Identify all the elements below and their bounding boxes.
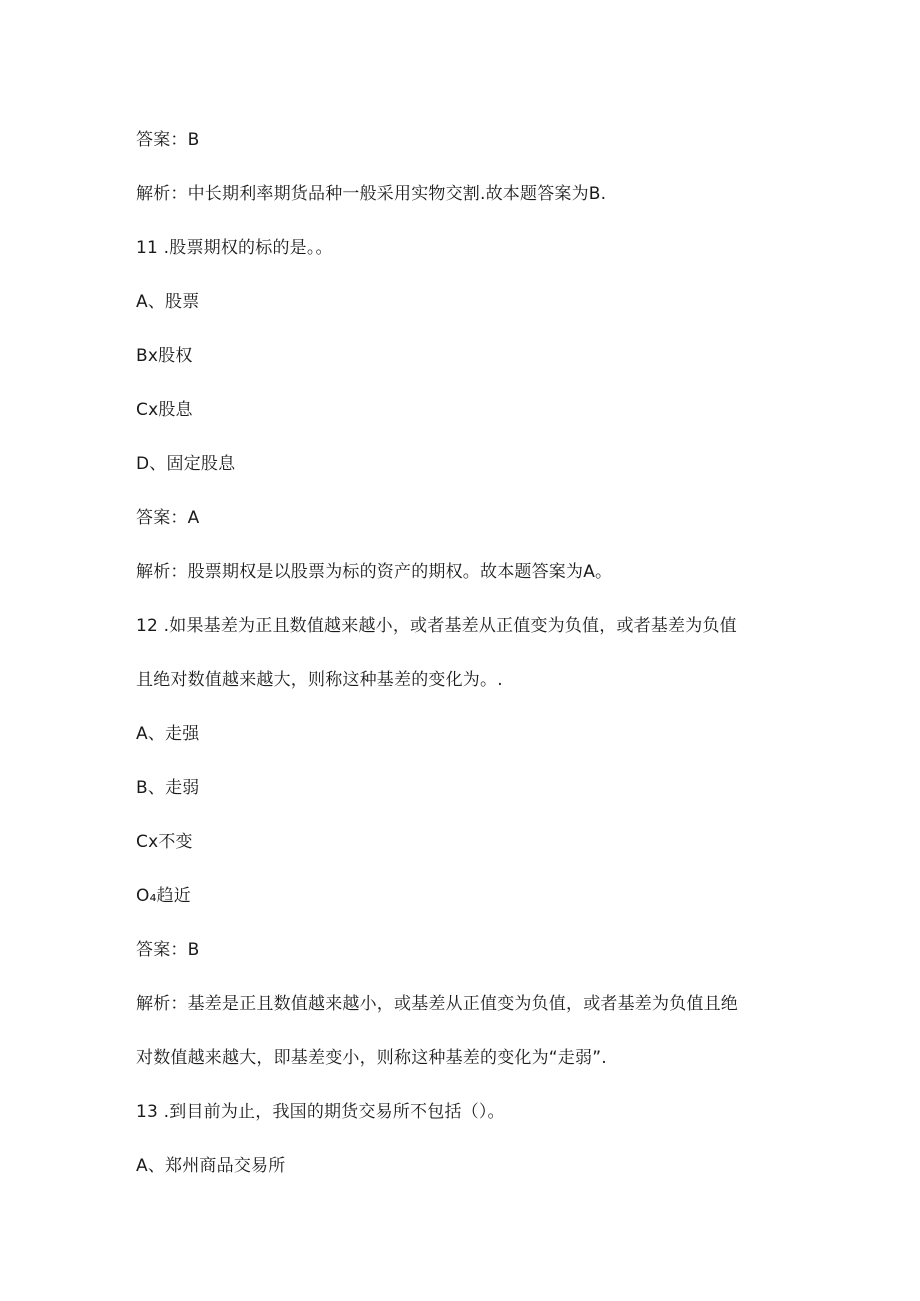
explanation-line: 解析：中长期利率期货品种一般采用实物交割.故本题答案为B. xyxy=(136,184,607,204)
question-11: 11 .股票期权的标的是。。 xyxy=(136,238,333,258)
option-a: A、股票 xyxy=(136,292,200,312)
option-a: A、走强 xyxy=(136,724,200,744)
question-13: 13 .到目前为止，我国的期货交易所不包括（）。 xyxy=(136,1102,505,1122)
option-c: Cx股息 xyxy=(136,400,193,420)
option-b: B、走弱 xyxy=(136,778,200,798)
answer-line: 答案：A xyxy=(136,508,200,528)
question-12-continued: 且绝对数值越来越大，则称这种基差的变化为。. xyxy=(136,670,503,690)
explanation-line-continued: 对数值越来越大，即基差变小，则称这种基差的变化为“走弱”. xyxy=(136,1048,607,1068)
option-c: Cx不变 xyxy=(136,832,193,852)
option-d: D、固定股息 xyxy=(136,454,236,474)
answer-line: 答案：B xyxy=(136,130,200,150)
answer-line: 答案：B xyxy=(136,940,200,960)
question-12: 12 .如果基差为正且数值越来越小，或者基差从正值变为负值，或者基差为负值 xyxy=(136,616,737,636)
option-d: O₄趋近 xyxy=(136,886,191,906)
option-a: A、郑州商品交易所 xyxy=(136,1156,286,1176)
option-b: Bx股权 xyxy=(136,346,193,366)
explanation-line: 解析：基差是正且数值越来越小，或基差从正值变为负值，或者基差为负值且绝 xyxy=(136,994,738,1014)
explanation-line: 解析：股票期权是以股票为标的资产的期权。故本题答案为A。 xyxy=(136,562,613,582)
